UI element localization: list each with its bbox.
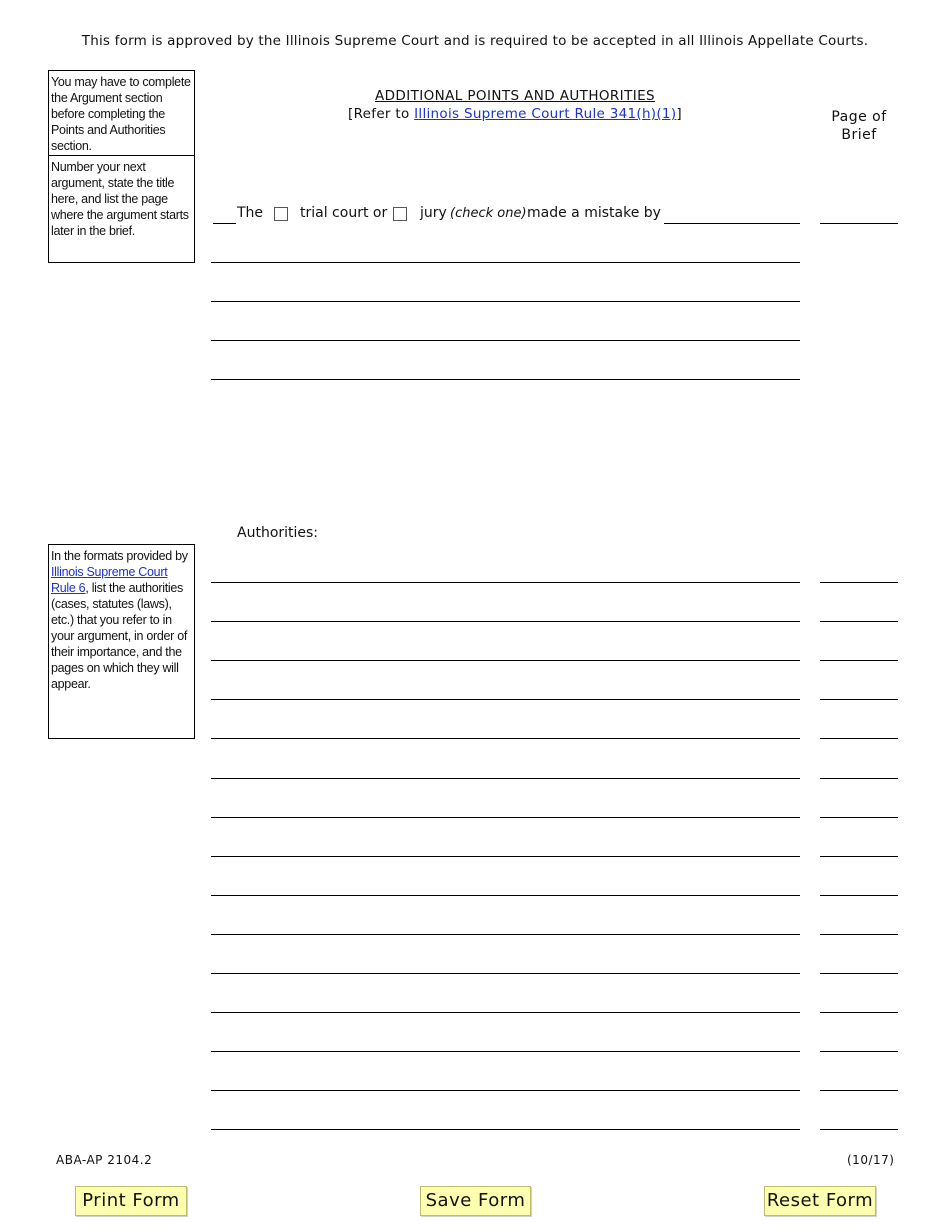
authority-page-line[interactable]	[820, 856, 898, 857]
authority-page-line[interactable]	[820, 660, 898, 661]
reset-form-button[interactable]: Reset Form	[764, 1186, 876, 1216]
note-number-argument-text: Number your next argument, state the title here, and list the page where the argument starts later in the brief.	[51, 160, 189, 238]
argument-page-field[interactable]	[820, 223, 898, 224]
authority-entry-line[interactable]	[211, 934, 800, 935]
page-of-brief-header: Page of Brief	[831, 109, 887, 143]
authority-page-line[interactable]	[820, 621, 898, 622]
page-title: ADDITIONAL POINTS AND AUTHORITIES	[374, 88, 655, 104]
check-one-hint: (check one)	[450, 206, 527, 221]
authority-entry-line[interactable]	[211, 1051, 800, 1052]
authority-entry-line[interactable]	[211, 895, 800, 896]
rule-reference-open: [Refer to	[348, 106, 415, 122]
print-form-button[interactable]: Print Form	[75, 1186, 187, 1216]
authorities-label: Authorities:	[237, 525, 319, 541]
argument-line[interactable]	[211, 301, 800, 302]
authority-page-line[interactable]	[820, 699, 898, 700]
authority-entry-line[interactable]	[211, 778, 800, 779]
authority-page-line[interactable]	[820, 582, 898, 583]
trial-court-label: trial court or	[300, 205, 388, 221]
jury-checkbox[interactable]	[393, 207, 407, 221]
authority-entry-line[interactable]	[211, 699, 800, 700]
note-argument-first-text: You may have to complete the Argument section before completing the Points and Authorities section.	[51, 75, 191, 153]
authority-page-line[interactable]	[820, 1090, 898, 1091]
trial-court-checkbox[interactable]	[274, 207, 288, 221]
mistake-field[interactable]	[664, 223, 800, 224]
authority-entry-line[interactable]	[211, 973, 800, 974]
authority-entry-line[interactable]	[211, 1012, 800, 1013]
authority-page-line[interactable]	[820, 778, 898, 779]
authority-entry-line[interactable]	[211, 1129, 800, 1130]
rule-reference	[300, 106, 730, 122]
note-number-argument	[48, 155, 195, 263]
authority-page-line[interactable]	[820, 1129, 898, 1130]
authority-entry-line[interactable]	[211, 1090, 800, 1091]
rule-reference-close: ]	[676, 106, 682, 122]
form-revision: (10/17)	[847, 1153, 895, 1167]
rule-341-link[interactable]: Illinois Supreme Court Rule 341(h)(1)	[414, 106, 677, 122]
authority-page-line[interactable]	[820, 895, 898, 896]
authority-page-line[interactable]	[820, 1051, 898, 1052]
authority-page-line[interactable]	[820, 817, 898, 818]
save-form-button[interactable]: Save Form	[420, 1186, 531, 1216]
argument-line[interactable]	[211, 379, 800, 380]
authority-entry-line[interactable]	[211, 738, 800, 739]
argument-line[interactable]	[211, 340, 800, 341]
note-authorities-format	[48, 544, 195, 739]
note-formats-suffix: , list the authorities (cases, statutes (laws), etc.) that you refer to in your argument, in order of their importance, and the pages on which they will appear.	[51, 581, 188, 691]
argument-number-field[interactable]	[213, 223, 236, 224]
authority-page-line[interactable]	[820, 1012, 898, 1013]
note-formats-prefix: In the formats provided by	[51, 549, 188, 563]
the-label: The	[237, 205, 264, 221]
note-argument-first	[48, 70, 195, 156]
argument-line[interactable]	[211, 262, 800, 263]
jury-label: jury	[420, 205, 447, 221]
authority-page-line[interactable]	[820, 973, 898, 974]
authority-entry-line[interactable]	[211, 856, 800, 857]
authority-page-line[interactable]	[820, 738, 898, 739]
authority-entry-line[interactable]	[211, 660, 800, 661]
approval-statement: This form is approved by the Illinois Supreme Court and is required to be accepted in all Illinois Appellate Courts.	[81, 33, 869, 49]
authority-page-line[interactable]	[820, 934, 898, 935]
authority-entry-line[interactable]	[211, 817, 800, 818]
form-number: ABA-AP 2104.2	[56, 1153, 153, 1167]
rule-6-link[interactable]: Illinois Supreme Court Rule 6	[51, 565, 168, 595]
authority-entry-line[interactable]	[211, 621, 800, 622]
authority-entry-line[interactable]	[211, 582, 800, 583]
mistake-label: made a mistake by	[527, 205, 661, 221]
